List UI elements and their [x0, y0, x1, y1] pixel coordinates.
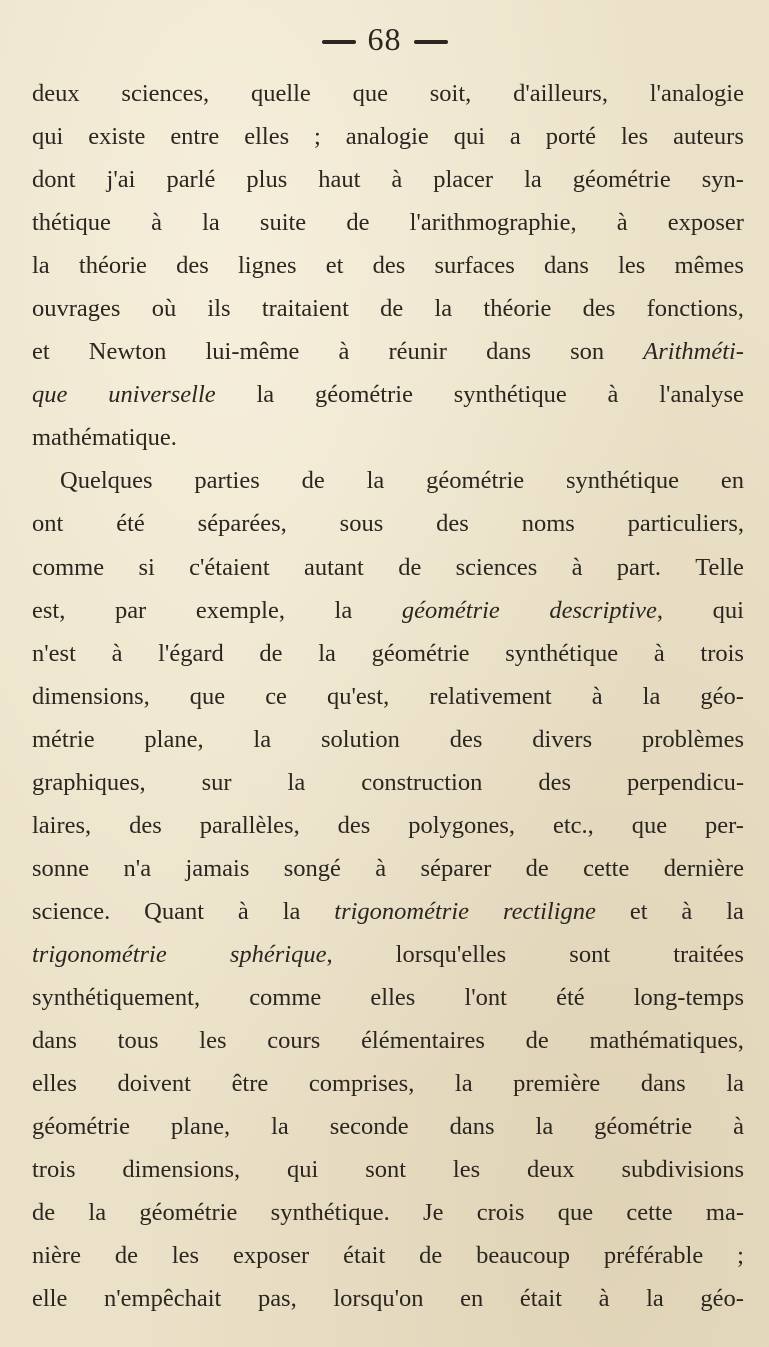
word: beaucoup: [476, 1242, 571, 1270]
word: exposer: [667, 209, 744, 237]
word: la: [642, 682, 661, 710]
word: elles: [32, 1070, 77, 1098]
word: de: [419, 1242, 443, 1270]
word: dans: [32, 1027, 77, 1055]
word: divers: [532, 725, 593, 753]
word: songé: [283, 854, 341, 882]
word: synthétiquement,: [32, 983, 201, 1011]
word: problèmes: [641, 725, 744, 753]
word: a: [509, 123, 521, 151]
word: Arithméti-: [643, 338, 744, 366]
word: porté: [545, 123, 597, 151]
word: et: [629, 897, 648, 925]
word: la: [256, 381, 275, 409]
word: à: [338, 338, 350, 366]
word: elle: [32, 1285, 68, 1313]
word: la: [202, 209, 220, 237]
word: elles: [370, 983, 416, 1011]
word: métrie: [32, 725, 95, 753]
word: suite: [259, 209, 307, 237]
text-line: [32, 890, 744, 933]
word: géométrie: [139, 1199, 238, 1227]
word: Quant: [144, 897, 204, 925]
text-line: [32, 718, 744, 761]
word: géométrie: [371, 639, 470, 667]
word: de: [346, 209, 370, 237]
word: d'ailleurs,: [513, 80, 608, 107]
word: géométrie: [32, 1113, 130, 1141]
word: polygones,: [408, 811, 516, 839]
word: de: [32, 1199, 56, 1227]
word: de: [301, 467, 325, 495]
word: la: [318, 639, 336, 667]
word: à: [375, 854, 387, 882]
word: ;: [314, 123, 321, 151]
word: la: [32, 252, 50, 280]
word: séparées,: [197, 510, 287, 538]
word: que: [352, 80, 388, 107]
word: que: [32, 381, 68, 409]
word: quelle: [250, 80, 311, 107]
word: exposer: [232, 1242, 310, 1270]
text-line: [32, 416, 744, 459]
word: parties: [194, 467, 260, 495]
word: dans: [640, 1070, 686, 1098]
word: fonctions,: [646, 295, 744, 323]
text-line: [32, 330, 744, 373]
word: théorie: [78, 252, 147, 280]
word: seconde: [329, 1113, 409, 1141]
text-line: [32, 373, 744, 416]
word: construction: [361, 768, 483, 796]
word: crois: [476, 1199, 525, 1227]
word: ce: [265, 682, 287, 710]
word: haut: [318, 166, 361, 194]
word: dans: [486, 338, 531, 366]
word: la: [726, 897, 744, 925]
word: à: [598, 1285, 610, 1313]
text-line: [32, 761, 744, 804]
word: lignes: [238, 252, 297, 280]
word: tous: [117, 1027, 159, 1055]
word: surfaces: [434, 252, 515, 280]
word: sciences: [455, 553, 538, 581]
word: n'empêchait: [103, 1285, 222, 1313]
page-number: 68: [367, 21, 402, 57]
word: de: [525, 854, 549, 882]
word: la: [282, 897, 301, 925]
text-line: [32, 1277, 744, 1320]
text-line: [32, 72, 744, 115]
word: lorsqu'on: [333, 1285, 424, 1313]
text-line: [32, 1191, 744, 1234]
word: la: [271, 1113, 289, 1141]
word: théorie: [483, 295, 552, 323]
word: subdivisions: [621, 1156, 744, 1184]
word: perpendicu-: [626, 768, 744, 796]
word: traitées: [673, 940, 744, 968]
word: synthétique: [505, 639, 619, 667]
word: été: [116, 510, 145, 538]
word: qui: [453, 123, 485, 151]
text-line: [32, 115, 744, 158]
word: sur: [201, 768, 232, 796]
word: des: [176, 252, 209, 280]
word: la: [434, 295, 453, 323]
word: la: [646, 1285, 664, 1313]
word: Quelques: [60, 467, 153, 495]
word: per-: [705, 811, 744, 839]
word: thétique: [32, 209, 111, 237]
word: les: [618, 252, 646, 280]
word: à: [111, 639, 123, 667]
word: la: [334, 596, 353, 624]
word: science.: [32, 897, 111, 925]
word: trois: [32, 1156, 76, 1184]
word: géo-: [700, 682, 744, 710]
word: nière: [32, 1242, 81, 1270]
word: relativement: [429, 682, 552, 710]
word: particuliers,: [627, 510, 744, 538]
word: entre: [170, 123, 220, 151]
word: été: [556, 983, 585, 1011]
text-line: [32, 546, 744, 589]
word: c'étaient: [189, 553, 270, 581]
word: par: [114, 596, 147, 624]
word: réunir: [388, 338, 447, 366]
word: les: [171, 1242, 200, 1270]
word: de: [380, 295, 404, 323]
text-line: [32, 976, 744, 1019]
word: les: [452, 1156, 481, 1184]
word: géo-: [700, 1285, 744, 1313]
word: lorsqu'elles: [395, 940, 507, 968]
word: pas,: [257, 1285, 297, 1313]
word: qui: [32, 123, 64, 151]
text-line: [32, 244, 744, 287]
word: noms: [521, 510, 575, 538]
word: sphérique,: [229, 940, 333, 968]
word: Telle: [695, 553, 744, 581]
word: descriptive,: [549, 596, 664, 624]
word: que: [631, 811, 668, 839]
word: traitaient: [261, 295, 349, 323]
word: mathématiques,: [589, 1027, 744, 1055]
word: préférable: [603, 1242, 704, 1270]
word: où: [151, 295, 177, 323]
word: si: [138, 553, 155, 581]
page-header: [0, 14, 769, 64]
word: était: [519, 1285, 563, 1313]
word: soit,: [429, 80, 472, 107]
word: que: [189, 682, 226, 710]
word: à: [591, 682, 603, 710]
word: parlé: [166, 166, 216, 194]
text-line: [32, 933, 744, 976]
word: ouvrages: [32, 295, 121, 323]
word: des: [129, 811, 162, 839]
word: la: [287, 768, 306, 796]
word: l'analogie: [649, 80, 744, 107]
word: comme: [32, 553, 105, 581]
word: trois: [700, 639, 744, 667]
text-line: [32, 158, 744, 201]
word: à: [653, 639, 665, 667]
left-dash: [322, 40, 356, 44]
word: cette: [583, 854, 630, 882]
word: première: [513, 1070, 601, 1098]
word: exemple,: [195, 596, 285, 624]
word: géométrie: [594, 1113, 693, 1141]
word: laires,: [32, 811, 92, 839]
word: dont: [32, 166, 76, 194]
word: solution: [320, 725, 400, 753]
word: etc.,: [552, 811, 594, 839]
word: ont: [32, 510, 64, 538]
word: dimensions,: [122, 1156, 241, 1184]
word: la: [88, 1199, 107, 1227]
word: ;: [737, 1242, 744, 1270]
word: que: [557, 1199, 594, 1227]
text-line: [32, 589, 744, 632]
word: placer: [433, 166, 494, 194]
word: des: [436, 510, 469, 538]
word: sont: [569, 940, 611, 968]
text-line: [32, 804, 744, 847]
word: graphiques,: [32, 768, 146, 796]
word: dernière: [663, 854, 744, 882]
word: en: [460, 1285, 484, 1313]
word: autant: [304, 553, 364, 581]
word: universelle: [108, 381, 216, 409]
word: des: [372, 252, 406, 280]
word: de: [259, 639, 283, 667]
word: cours: [267, 1027, 321, 1055]
text-line: [32, 1148, 744, 1191]
word: synthétique: [453, 381, 567, 409]
word: existe: [88, 123, 146, 151]
word: dimensions,: [32, 682, 150, 710]
word: son: [570, 338, 605, 366]
word: trigonométrie: [32, 940, 167, 968]
word: à: [616, 209, 628, 237]
text-line: [32, 1234, 744, 1277]
word: géométrie: [401, 596, 500, 624]
word: la: [366, 467, 385, 495]
text-line: [32, 201, 744, 244]
word: en: [720, 467, 744, 495]
word: doivent: [117, 1070, 191, 1098]
word: des: [337, 811, 371, 839]
word: synthétique.: [270, 1199, 390, 1227]
text-line: [32, 1019, 744, 1062]
word: géométrie: [572, 166, 671, 194]
word: sciences,: [121, 80, 210, 107]
body-text: [32, 72, 744, 1320]
right-dash: [414, 40, 448, 44]
word: Newton: [88, 338, 167, 366]
word: n'a: [123, 854, 152, 882]
word: à: [151, 209, 162, 237]
word: auteurs: [673, 123, 744, 151]
word: plus: [246, 166, 288, 194]
word: qui: [287, 1156, 319, 1184]
word: des: [538, 768, 571, 796]
word: parallèles,: [199, 811, 300, 839]
word: n'est: [32, 639, 76, 667]
word: deux: [32, 80, 80, 107]
word: de: [398, 553, 422, 581]
word: jamais: [185, 854, 250, 882]
word: à: [237, 897, 249, 925]
word: les: [620, 123, 649, 151]
word: la: [253, 725, 272, 753]
word: ils: [207, 295, 231, 323]
text-line: [32, 847, 744, 890]
word: qu'est,: [326, 682, 390, 710]
word: à: [607, 381, 619, 409]
word: géométrie: [315, 381, 413, 409]
word: elles: [244, 123, 290, 151]
word: les: [199, 1027, 227, 1055]
word: des: [582, 295, 616, 323]
word: plane,: [170, 1113, 231, 1141]
word: synthétique: [566, 467, 679, 495]
word: élémentaires: [361, 1027, 485, 1055]
word: être: [231, 1070, 269, 1098]
word: à: [681, 897, 693, 925]
word: sous: [339, 510, 384, 538]
word: la: [454, 1070, 473, 1098]
word: cette: [626, 1199, 673, 1227]
word: la: [535, 1113, 554, 1141]
word: à: [391, 166, 403, 194]
word: et: [32, 338, 50, 366]
word: syn-: [701, 166, 744, 194]
word: est,: [32, 596, 66, 624]
word: analogie: [345, 123, 429, 151]
word: la: [524, 166, 542, 194]
word: séparer: [420, 854, 492, 882]
word: lui-même: [205, 338, 300, 366]
word: dans: [449, 1113, 495, 1141]
word: l'analyse: [659, 381, 744, 409]
word: comme: [249, 983, 322, 1011]
word: plane,: [144, 725, 204, 753]
word: qui: [712, 596, 744, 624]
text-line: [32, 287, 744, 330]
word: l'égard: [158, 639, 224, 667]
word: rectiligne: [502, 897, 596, 925]
text-line: [32, 1062, 744, 1105]
word: part.: [616, 553, 661, 581]
word: l'ont: [464, 983, 507, 1011]
word: dans: [543, 252, 589, 280]
word: mathématique.: [32, 424, 177, 452]
word: j'ai: [106, 166, 136, 194]
word: géométrie: [426, 467, 525, 495]
word: comprises,: [308, 1070, 415, 1098]
word: long-temps: [633, 983, 744, 1011]
word: et: [325, 252, 344, 280]
word: mêmes: [674, 252, 744, 280]
text-line: [32, 459, 744, 502]
word: sont: [365, 1156, 407, 1184]
word: à: [571, 553, 583, 581]
word: des: [449, 725, 483, 753]
word: sonne: [32, 854, 90, 882]
text-line: [32, 1105, 744, 1148]
word: Je: [423, 1199, 444, 1227]
word: était: [343, 1242, 386, 1270]
word: deux: [526, 1156, 575, 1184]
word: de: [525, 1027, 549, 1055]
word: l'arithmographie,: [409, 209, 577, 237]
text-line: [32, 675, 744, 718]
text-line: [32, 502, 744, 545]
word: ma-: [705, 1199, 744, 1227]
word: trigonométrie: [334, 897, 470, 925]
word: à: [733, 1113, 744, 1141]
word: la: [726, 1070, 744, 1098]
word: de: [114, 1242, 138, 1270]
text-line: [32, 632, 744, 675]
